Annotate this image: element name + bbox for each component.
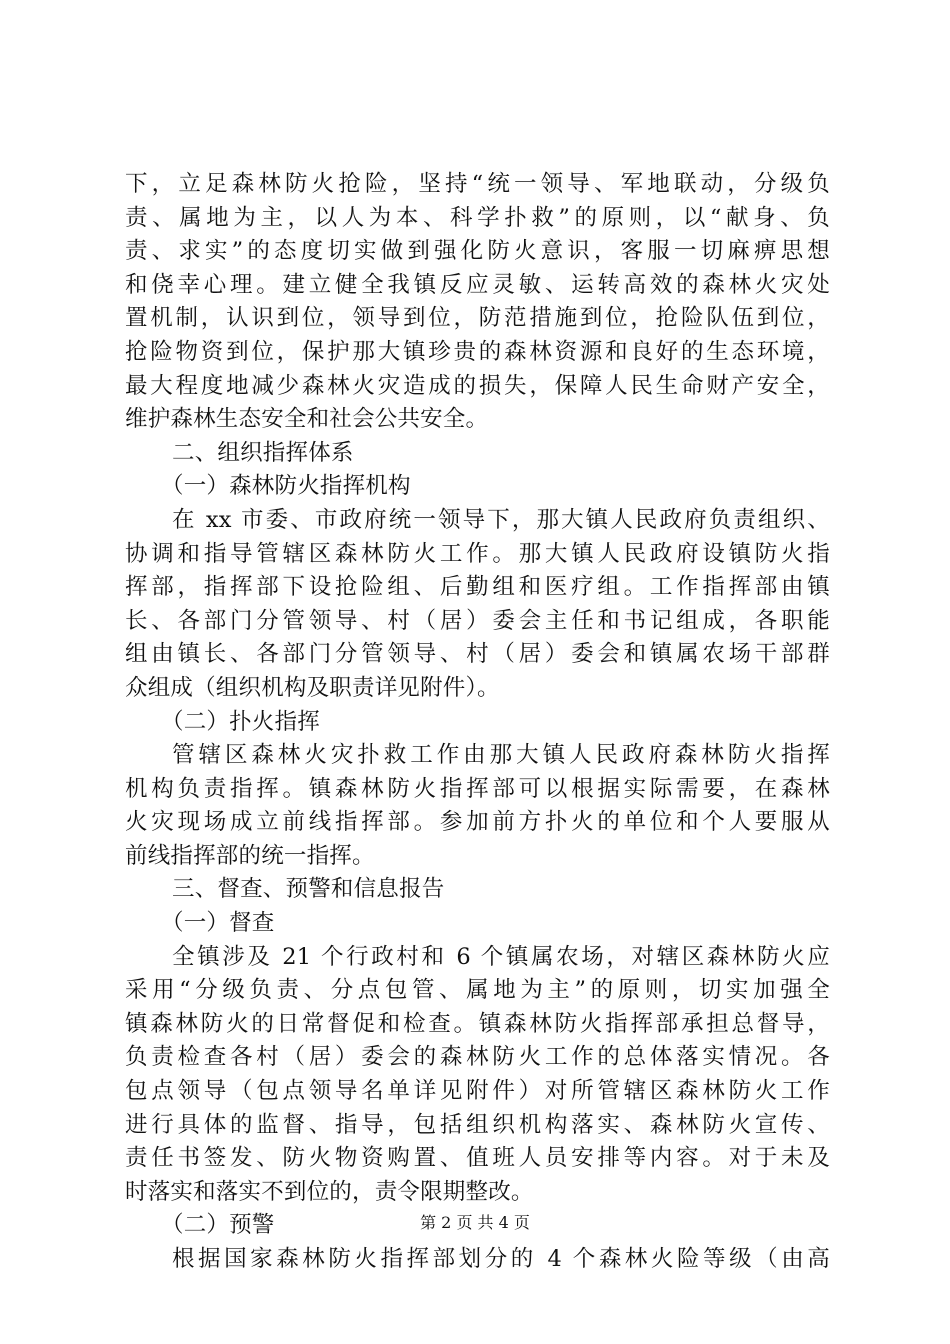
text-line: 挥部，指挥部下设抢险组、后勤组和医疗组。工作指挥部由镇 [125,574,830,601]
text-line: 抢险物资到位，保护那大镇珍贵的森林资源和良好的生态环境， [125,338,830,365]
text-line: 管辖区森林火灾扑救工作由那大镇人民政府森林防火指挥 [172,742,830,769]
subsection-heading: （二）扑火指挥 [161,708,320,735]
text-line: 和侥幸心理。建立健全我镇反应灵敏、运转高效的森林火灾处 [125,271,830,298]
text-line: 责、求实”的态度切实做到强化防火意识，客服一切麻痹思想 [125,238,830,265]
text-line: 时落实和落实不到位的，责令限期整改。 [125,1178,534,1205]
text-line: 责任书签发、防火物资购置、值班人员安排等内容。对于未及 [125,1145,830,1172]
text-line: 负责检查各村（居）委会的森林防火工作的总体落实情况。各 [125,1044,830,1071]
text-line: 置机制，认识到位，领导到位，防范措施到位，抢险队伍到位， [125,305,830,332]
text-line: 下，立足森林防火抢险，坚持“统一领导、军地联动，分级负 [125,171,830,197]
document-body [125,168,830,1277]
text-line: 全镇涉及 21 个行政村和 6 个镇属农场，对辖区森林防火应 [172,943,830,970]
subsection-heading: （二）预警 [161,1212,275,1239]
text-line: 最大程度地减少森林火灾造成的损失，保障人民生命财产安全， [125,372,830,399]
text-line: 前线指挥部的统一指挥。 [125,842,375,869]
text-line: 组由镇长、各部门分管领导、村（居）委会和镇属农场干部群 [125,641,830,668]
text-line: 责、属地为主，以人为本、科学扑救”的原则，以“献身、负 [125,204,830,231]
text-line: 维护森林生态安全和社会公共安全。 [125,406,489,433]
text-line: 火灾现场成立前线指挥部。参加前方扑火的单位和个人要服从 [125,809,830,836]
text-line: 机构负责指挥。镇森林防火指挥部可以根据实际需要，在森林 [125,775,830,802]
text-line: 众组成（组织机构及职责详见附件）。 [125,674,500,701]
section-heading: 三、督查、预警和信息报告 [172,876,445,903]
subsection-heading: （一）森林防火指挥机构 [161,473,411,500]
text-line: 镇森林防火的日常督促和检查。镇森林防火指挥部承担总督导， [125,1010,830,1037]
text-line: 协调和指导管辖区森林防火工作。那大镇人民政府设镇防火指 [125,540,830,567]
page-footer: 第 2 页 共 4 页 [420,1213,530,1232]
text-line: 进行具体的监督、指导，包括组织机构落实、森林防火宣传、 [125,1111,830,1138]
text-line: 根据国家森林防火指挥部划分的 4 个森林火险等级（由高 [172,1246,830,1272]
text-line: 长、各部门分管领导、村（居）委会主任和书记组成，各职能 [125,607,830,634]
section-heading: 二、组织指挥体系 [172,439,354,466]
text-line: 在 xx 市委、市政府统一领导下，那大镇人民政府负责组织、 [172,506,830,533]
text-line: 包点领导（包点领导名单详见附件）对所管辖区森林防火工作 [125,1078,830,1105]
subsection-heading: （一）督查 [161,910,275,937]
text-line: 采用“分级负责、分点包管、属地为主”的原则，切实加强全 [125,977,830,1004]
